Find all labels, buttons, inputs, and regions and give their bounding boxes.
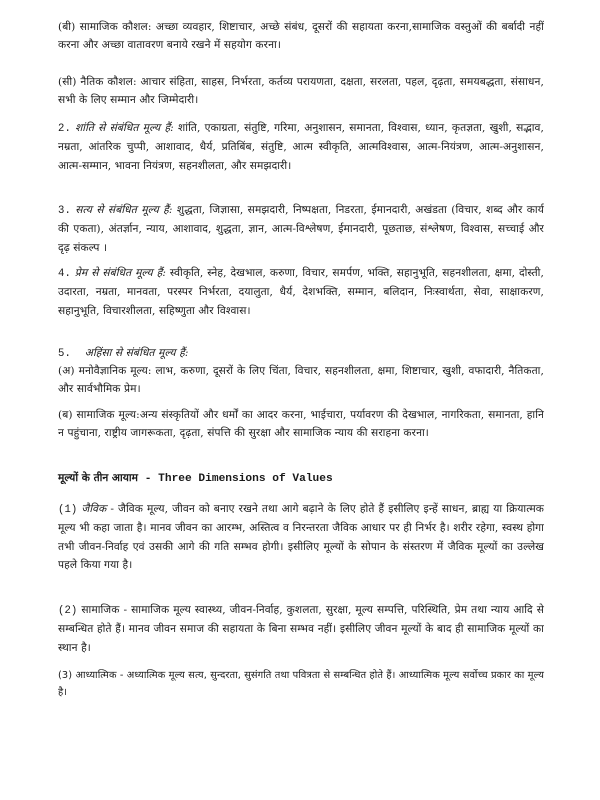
item-label: (अ) <box>58 365 75 377</box>
paragraph-moral-skills <box>58 73 544 110</box>
section-number: 2. <box>58 123 71 135</box>
paragraph-spiritual-dimension <box>58 667 544 701</box>
paragraph-social-skills <box>58 18 544 55</box>
item-text: मनोवैज्ञानिक मूल्य: लाभ, करुणा, दूसरों के लिए चिंता, विचार, सहनशीलता, क्षमा, शिष्टाचार, खुशी, वफादारी, नैतिकता, और सार्वभौमिक प्रेम। <box>58 365 544 396</box>
item-text: सामाजिक मूल्य:अन्य संस्कृतियों और धर्मों का आदर करना, भाईचारा, पर्यावरण की देखभाल, नागरिकता, समानता, हानि न पहुंचाना, राष्ट्रीय जागरूकता, दृढ़ता, संपत्ति की सुरक्षा और सामाजिक न्याय की सराहना करना। <box>58 409 544 440</box>
section-title: शांति से संबंधित मूल्य हैं: <box>75 122 174 134</box>
section-number: 4. <box>58 268 71 280</box>
heading-separator: - <box>137 473 159 485</box>
paragraph-social-values <box>58 406 544 443</box>
item-label: (बी) <box>58 21 76 33</box>
paragraph-psychological-values <box>58 362 544 399</box>
section-nonviolence-title <box>58 344 544 363</box>
item-label: (ब) <box>58 409 73 421</box>
section-title: सत्य से संबंधित मूल्य हैं: <box>75 204 173 216</box>
section-title: अहिंसा से संबंधित मूल्य हैं: <box>84 347 189 359</box>
item-title: जैविक <box>81 503 107 515</box>
heading-hindi: मूल्यों के तीन आयाम <box>58 472 138 484</box>
item-label: (2) <box>58 605 78 617</box>
paragraph-social-dimension <box>58 601 544 657</box>
section-number: 3. <box>58 205 71 217</box>
section-title: प्रेम से संबंधित मूल्य हैं: <box>74 267 166 279</box>
section-text: स्वीकृति, स्नेह, देखभाल, करुणा, विचार, समर्पण, भक्ति, सहानुभूति, सहनशीलता, क्षमा, दोस्ती, उदारता, नम्रता, मानवता, परस्पर निर्भरता, दयालुता, धैर्य, देशभक्ति, सम्मान, बलिदान, निःस्वार्थता, सेवा, साक्षाकरण, सहानुभूति, विचारशीलता, सहिष्णुता और विश्वास। <box>58 267 544 317</box>
section-text: शांति, एकाग्रता, संतुष्टि, गरिमा, अनुशासन, समानता, विश्वास, ध्यान, कृतज्ञता, खुशी, सद्भाव, नम्रता, आंतरिक चुप्पी, आशावाद, धैर्य, प्रतिबिंब, संतुष्टि, आत्म स्वीकृति, आत्मविश्वास, आत्म-नियंत्रण, आत्म-अनुशासन, आत्म-सम्मान, भावना नियंत्रण, सहनशीलता, और समझदारी। <box>58 122 545 172</box>
section-peace-values <box>58 119 544 175</box>
section-text: शुद्धता, जिज्ञासा, समझदारी, निष्पक्षता, निडरता, ईमानदारी, अखंडता (विचार, शब्द और कार्य की एकता), अंतर्ज्ञान, न्याय, आशावाद, शुद्धता, ज्ञान, आत्म-विश्लेषण, ईमानदारी, पूछताछ, संश्लेषण, विश्वास, सच्चाई और दृढ़ संकल्प । <box>58 204 544 254</box>
section-love-values <box>58 264 544 320</box>
paragraph-biological-dimension <box>58 500 544 575</box>
item-label: (सी) <box>58 76 77 88</box>
dimensions-heading <box>58 469 544 488</box>
item-text: (3) आध्यात्मिक - अध्यात्मिक मूल्य सत्य, सुन्दरता, सुसंगति तथा पवित्रता से सम्बन्धित होते हैं। आध्यात्मिक मूल्य सर्वोच्च प्रकार का मूल्य है। <box>58 670 544 698</box>
item-text: नैतिक कौशल: आचार संहिता, साहस, निर्भरता, कर्तव्य परायणता, दक्षता, सरलता, पहल, दृढ़ता, समयबद्धता, संसाधन, सभी के लिए सम्मान और जिम्मेदारी। <box>58 76 544 107</box>
item-text: सामाजिक कौशल: अच्छा व्यवहार, शिष्टाचार, अच्छे संबंध, दूसरों की सहायता करना,सामाजिक वस्तुओं की बर्बादी नहीं करना और अच्छा वातावरण बनाये रखने में सहयोग करना। <box>58 21 544 52</box>
section-number: 5. <box>58 348 71 360</box>
item-text: सामाजिक - सामाजिक मूल्य स्वास्थ्य, जीवन-निर्वाह, कुशलता, सुरक्षा, मूल्य सम्पत्ति, परिस्थिति, प्रेम तथा न्याय आदि से सम्बन्धित होते हैं। मानव जीवन समाज की सहायता के बिना सम्भव नहीं। इसीलिए जीवन मूल्यों के बाद ही सामाजिक मूल्यों का स्थान है। <box>58 604 544 654</box>
section-truth-values <box>58 201 544 257</box>
item-label: (1) <box>58 504 78 516</box>
heading-english: Three Dimensions of Values <box>158 473 333 485</box>
item-text: - जैविक मूल्य, जीवन को बनाए रखने तथा आगे बढ़ाने के लिए होते हैं इसीलिए इन्हें साधन, ब्राह्य या क्रियात्मक मूल्य भी कहा जाता है। मानव जीवन का आरम्भ, अस्तित्व व निरन्तरता जैविक आधार पर ही निर्भर है। शरीर रहेगा, स्वस्थ होगा तभी जीवन-निर्वाह एवं उसकी आगे की गति सम्भव होगी। इसीलिए मूल्यों के सोपान के संस्तरण में जैविक मूल्यों का उल्लेख पहले किया गया है। <box>58 503 545 572</box>
